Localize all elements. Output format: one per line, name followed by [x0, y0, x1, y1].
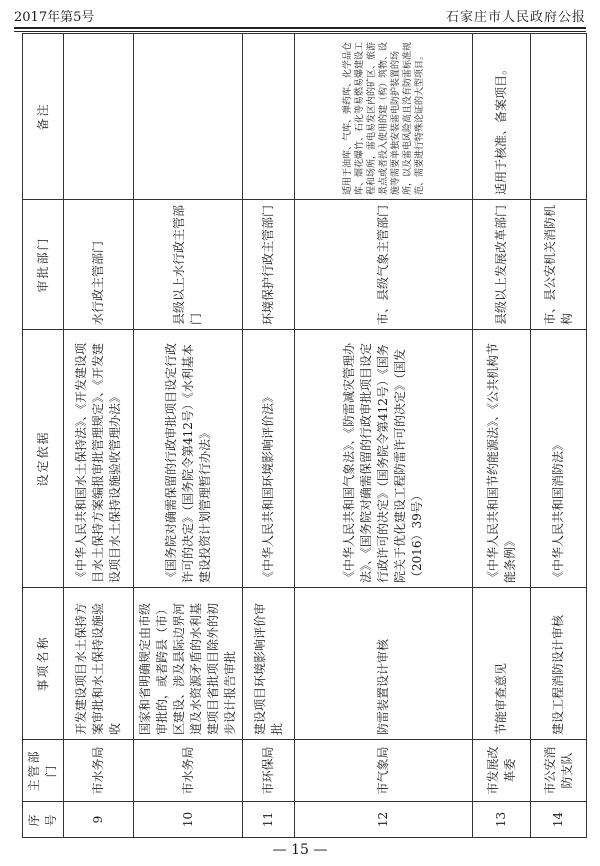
row-item: 开发建设项目水土保持方案审批和水土保持设施验收 [64, 588, 134, 740]
row-approver: 县级以上水行政主管部门 [134, 200, 243, 330]
row-note [531, 34, 587, 200]
col-header-dept: 主管部门 [23, 740, 64, 802]
row-basis: 《中华人民共和国消防法》 [531, 330, 587, 588]
table-row [295, 34, 473, 838]
col-header-item: 事项名称 [23, 588, 64, 740]
row-approver: 市、县级气象主管部门 [295, 200, 473, 330]
header-rule [14, 27, 586, 29]
approval-table [22, 33, 587, 838]
row-no: 12 [295, 802, 473, 838]
table-row [64, 34, 134, 838]
row-basis: 《中华人民共和国水土保持法》、《开发建设项目水土保持方案编报审批管理规定》、《开发建设项目水土保持设施验收管理办法》 [64, 330, 134, 588]
row-approver: 环境保护行政主管部门 [243, 200, 295, 330]
row-note [64, 34, 134, 200]
table-row [473, 34, 531, 838]
row-no: 11 [243, 802, 295, 838]
row-item: 建设项目环境影响评价审批 [243, 588, 295, 740]
col-header-approver: 审批部门 [23, 200, 64, 330]
row-item: 防雷装置设计审核 [295, 588, 473, 740]
approval-table-rotated [22, 34, 578, 838]
row-note: 适用于核准、备案项目。 [473, 34, 531, 200]
row-basis: 《中华人民共和国环境影响评价法》 [243, 330, 295, 588]
table-row [531, 34, 587, 838]
col-header-basis: 设定依据 [23, 330, 64, 588]
table-row [243, 34, 295, 838]
row-note [134, 34, 243, 200]
row-item: 节能审查意见 [473, 588, 531, 740]
row-no: 13 [473, 802, 531, 838]
page-number: — 15 — [272, 842, 328, 858]
row-dept: 市气象局 [295, 740, 473, 802]
row-dept: 市环保局 [243, 740, 295, 802]
row-basis: 《中华人民共和国节约能源法》、《公共机构节能条例》 [473, 330, 531, 588]
row-approver: 水行政主管部门 [64, 200, 134, 330]
issue-label: 2017年第5号 [14, 10, 95, 25]
row-basis: 《中华人民共和国气象法》、《防雷减灾管理办法》、《国务院对确需保留的行政审批项目设定行政许可的决定》（国务院令第412号）《国务院关于优化建设工程防雷许可的决定》（国发（2016）39号） [295, 330, 473, 588]
row-item: 建设工程消防设计审核 [531, 588, 587, 740]
row-note [243, 34, 295, 200]
row-approver: 县级以上发展改革部门 [473, 200, 531, 330]
row-note: 适用于油库、气库、弹药库、化学品仓库、烟花爆竹、石化等易燃易爆建设工程和场所，雷电易发区内的矿区、旅游景点或者投入使用的建（构）筑物、设施等需要单独安装雷电防护装置的场所，以及雷电风险高且没有防雷标准规范、需要进行特殊论证的大型项目。 [295, 34, 473, 200]
row-no: 14 [531, 802, 587, 838]
row-no: 9 [64, 802, 134, 838]
row-approver: 市、县公安机关消防机构 [531, 200, 587, 330]
row-dept: 市水务局 [134, 740, 243, 802]
row-item: 国家和省明确规定由市级审批的，或者跨县（市）区建设、涉及县际边界河道及水资源矛盾的水利基建项目省批项目除外的初步设计报告审批 [134, 588, 243, 740]
table-header-row [23, 34, 64, 838]
table-row [134, 34, 243, 838]
row-no: 10 [134, 802, 243, 838]
row-dept: 市水务局 [64, 740, 134, 802]
header-rule-thin [14, 31, 586, 32]
col-header-no: 序号 [23, 802, 64, 838]
row-dept: 市公安消防支队 [531, 740, 587, 802]
row-basis: 《国务院对确需保留的行政审批项目设定行政许可的决定》（国务院令第412号）《水利基本建设投资计划管理暂行办法》 [134, 330, 243, 588]
row-dept: 市发展改革委 [473, 740, 531, 802]
col-header-note: 备注 [23, 34, 64, 200]
publication-title: 石家庄市人民政府公报 [445, 10, 586, 25]
